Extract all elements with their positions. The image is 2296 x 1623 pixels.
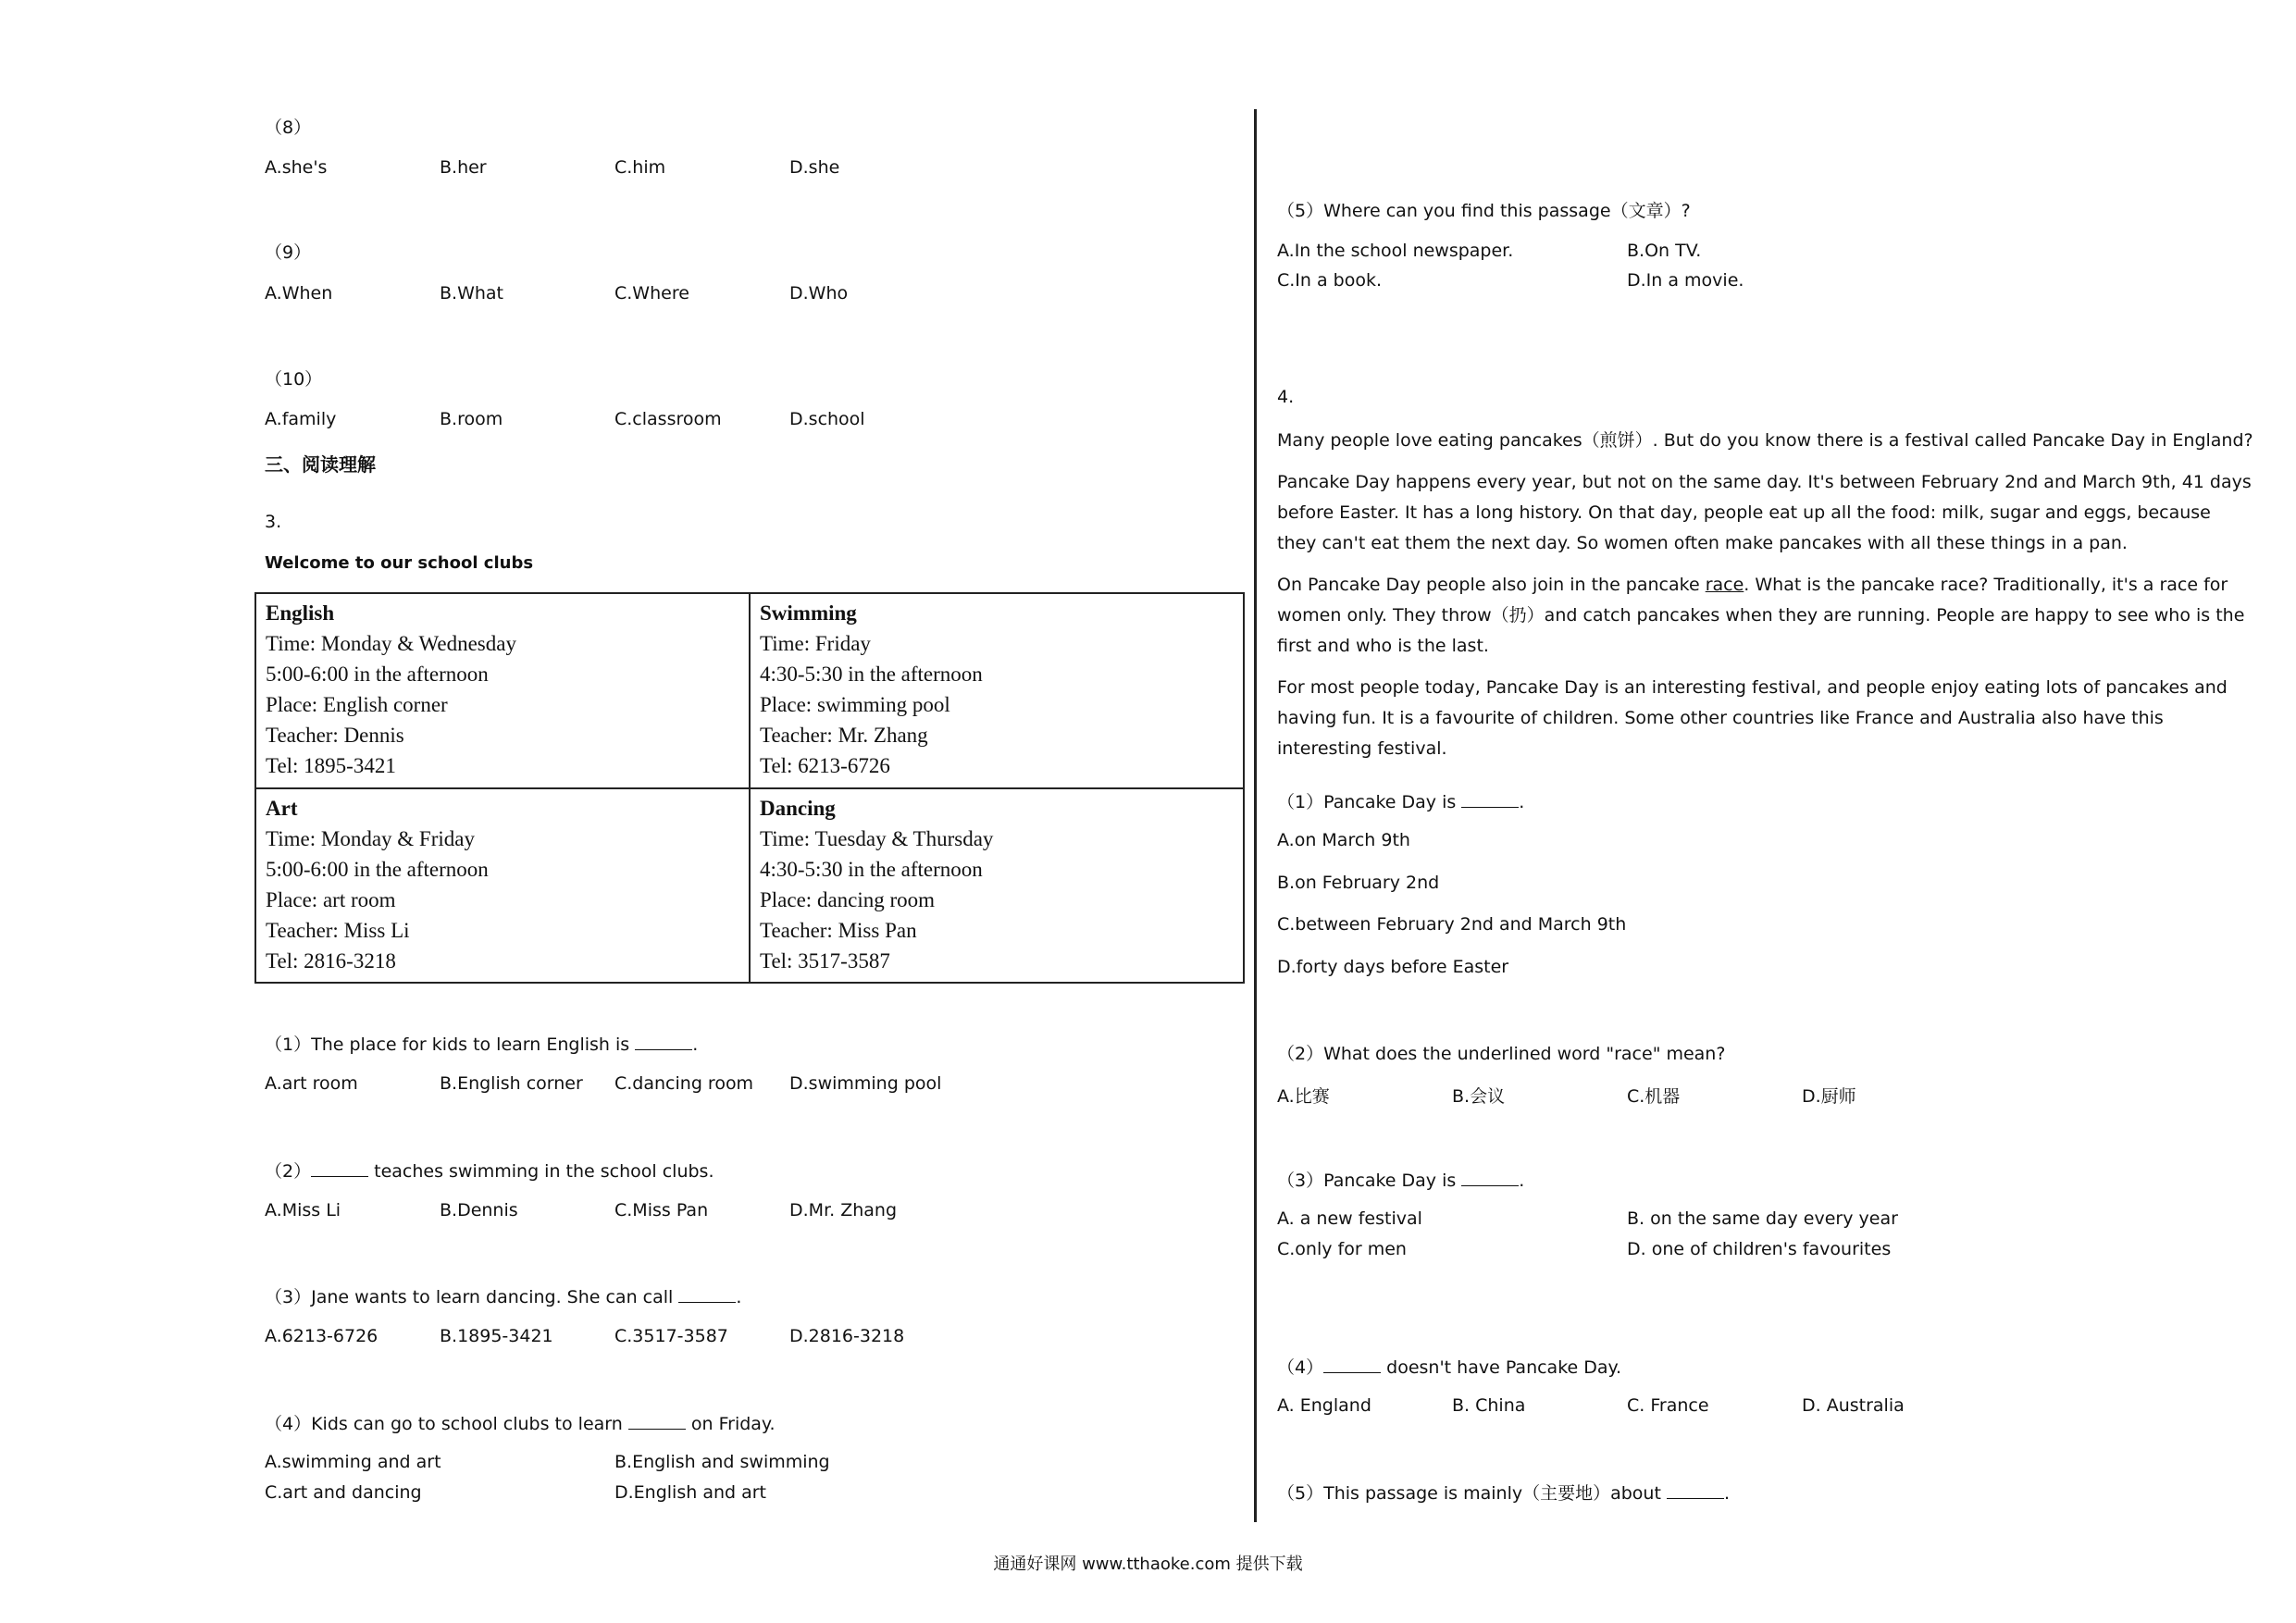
question-text-end: . (1519, 1171, 1525, 1191)
right-question-1 (1277, 788, 1524, 813)
club-time: Time: Tuesday & Thursday (760, 826, 994, 850)
club-tel: Tel: 1895-3421 (266, 754, 396, 777)
option-a: A.she's (265, 157, 328, 178)
question-text-end: . (692, 1035, 699, 1055)
club-teacher: Teacher: Miss Li (266, 918, 410, 942)
answer-blank (1667, 1483, 1724, 1499)
club-name: Dancing (760, 796, 836, 820)
left-question-3 (265, 1283, 741, 1308)
club-tel: Tel: 2816-3218 (266, 948, 396, 973)
option-a: A.swimming and art (265, 1452, 441, 1472)
option-a: A.art room (265, 1073, 358, 1094)
option-a: A.on March 9th (1277, 830, 1410, 850)
club-place: Place: art room (266, 887, 396, 911)
option-b: B.English corner (440, 1073, 583, 1094)
answer-blank (678, 1287, 736, 1303)
club-place: Place: English corner (266, 693, 448, 716)
option-c: C.机器 (1627, 1086, 1681, 1107)
right-question-4 (1277, 1354, 1621, 1379)
option-a: A. England (1277, 1395, 1371, 1416)
section-title: 三、阅读理解 (265, 453, 376, 476)
option-c: C.In a book. (1277, 270, 1383, 291)
club-time: Time: Monday & Friday (266, 826, 475, 850)
item-number-3: 3. (265, 512, 282, 532)
option-d: D.Mr. Zhang (789, 1200, 898, 1220)
option-d: D.Who (789, 283, 849, 304)
question-text-end: doesn't have Pancake Day. (1381, 1357, 1622, 1378)
option-a: A.比赛 (1277, 1086, 1330, 1107)
option-a: A. a new festival (1277, 1208, 1422, 1229)
option-c: C.3517-3587 (614, 1326, 728, 1346)
option-c: C. France (1627, 1395, 1709, 1416)
club-cell-english (255, 593, 750, 788)
club-tel: Tel: 3517-3587 (760, 948, 890, 973)
club-cell-dancing (750, 788, 1244, 984)
paragraph-text: On Pancake Day people also join in the pancake (1277, 575, 1706, 595)
page-footer: 通通好课网 www.tthaoke.com 提供下载 (993, 1555, 1303, 1574)
answer-blank (1461, 1171, 1519, 1186)
option-d: D.English and art (614, 1482, 767, 1503)
option-d: D.厨师 (1802, 1086, 1856, 1107)
option-a: A.6213-6726 (265, 1326, 379, 1346)
club-hours: 5:00-6:00 in the afternoon (266, 857, 489, 881)
option-a: A.Miss Li (265, 1200, 341, 1220)
option-d: D.In a movie. (1627, 270, 1744, 291)
answer-blank (1323, 1357, 1381, 1373)
club-teacher: Teacher: Dennis (266, 724, 404, 747)
option-c: C.between February 2nd and March 9th (1277, 914, 1627, 935)
club-place: Place: swimming pool (760, 693, 950, 716)
option-b: B.English and swimming (614, 1452, 830, 1472)
club-teacher: Teacher: Mr. Zhang (760, 724, 928, 747)
club-name: Art (266, 796, 298, 820)
right-question-2: （2）What does the underlined word "race" mean? (1277, 1044, 1726, 1064)
option-a: A.In the school newspaper. (1277, 241, 1514, 261)
option-c: C.Miss Pan (614, 1200, 709, 1220)
question-text: （3）Jane wants to learn dancing. She can call (265, 1287, 679, 1307)
option-a: A.When (265, 283, 333, 304)
option-d: D.swimming pool (789, 1073, 942, 1094)
option-c: C.Where (614, 283, 689, 304)
left-question-2 (265, 1158, 714, 1183)
clubs-table (254, 592, 1245, 984)
answer-blank (311, 1161, 368, 1177)
left-question-1 (265, 1031, 698, 1056)
paragraph-text: . What is the pancake race? Traditionally, it's a race for women only. They throw（扔）and catch pancakes when they are running. People are happy to see who is the first and who is the last. (1277, 575, 2245, 656)
option-d: D. Australia (1802, 1395, 1905, 1416)
option-c: C.only for men (1277, 1239, 1407, 1259)
question-8-number: （8） (265, 118, 312, 138)
club-cell-art (255, 788, 750, 984)
question-text-end: . (736, 1287, 742, 1307)
option-b: B.会议 (1452, 1086, 1506, 1107)
question-9-number: （9） (265, 242, 312, 263)
item-number-4: 4. (1277, 387, 1295, 407)
question-text: （1）Pancake Day is (1277, 792, 1462, 812)
question-text: （5）This passage is mainly（主要地）about (1277, 1483, 1667, 1504)
option-d: D.forty days before Easter (1277, 957, 1509, 977)
passage-paragraph-1: Many people love eating pancakes（煎饼）. But do you know there is a festival called Pancake Day in England? (1277, 430, 2253, 451)
option-b: B.on February 2nd (1277, 873, 1440, 893)
question-text-end: on Friday. (685, 1414, 776, 1434)
passage-paragraph-3 (1277, 570, 2253, 662)
club-cell-swimming (750, 593, 1244, 788)
club-name: English (266, 601, 335, 625)
option-d: D. one of children's favourites (1627, 1239, 1892, 1259)
option-d: D.school (789, 409, 865, 429)
option-b: B. China (1452, 1395, 1526, 1416)
clubs-title: Welcome to our school clubs (265, 553, 534, 573)
answer-blank (635, 1035, 692, 1050)
option-d: D.2816-3218 (789, 1326, 905, 1346)
prev-question-5: （5）Where can you find this passage（文章）? (1277, 201, 1691, 221)
question-text-end: teaches swimming in the school clubs. (368, 1161, 714, 1182)
club-hours: 5:00-6:00 in the afternoon (266, 663, 489, 686)
column-divider (1254, 109, 1257, 1522)
question-text: （3）Pancake Day is (1277, 1171, 1462, 1191)
club-hours: 4:30-5:30 in the afternoon (760, 663, 983, 686)
club-tel: Tel: 6213-6726 (760, 754, 890, 777)
option-b: B.room (440, 409, 503, 429)
answer-blank (1461, 792, 1519, 808)
question-text: （4） (1277, 1357, 1324, 1378)
answer-blank (628, 1414, 686, 1430)
passage-paragraph-4: For most people today, Pancake Day is an interesting festival, and people enjoy eating lots of pancakes and having fun. It is a favourite of children. Some other countries like France and Australia also have this interesting festival. (1277, 677, 2228, 759)
right-question-3 (1277, 1167, 1524, 1192)
left-question-4 (265, 1410, 776, 1435)
option-c: C.dancing room (614, 1073, 754, 1094)
club-hours: 4:30-5:30 in the afternoon (760, 857, 983, 881)
option-b: B.What (440, 283, 503, 304)
question-text: （4）Kids can go to school clubs to learn (265, 1414, 628, 1434)
option-c: C.him (614, 157, 666, 178)
right-question-5 (1277, 1480, 1730, 1505)
question-text: （1）The place for kids to learn English is (265, 1035, 636, 1055)
option-b: B.her (440, 157, 487, 178)
question-10-number: （10） (265, 369, 323, 390)
option-d: D.she (789, 157, 840, 178)
option-b: B.Dennis (440, 1200, 518, 1220)
club-teacher: Teacher: Miss Pan (760, 918, 917, 942)
option-b: B.1895-3421 (440, 1326, 553, 1346)
option-c: C.classroom (614, 409, 722, 429)
club-time: Time: Friday (760, 632, 871, 655)
option-a: A.family (265, 409, 337, 429)
question-text-end: . (1723, 1483, 1731, 1504)
option-b: B. on the same day every year (1627, 1208, 1898, 1229)
underlined-word: race (1705, 575, 1744, 595)
question-text: （2） (265, 1161, 312, 1182)
question-text-end: . (1519, 792, 1525, 812)
passage-paragraph-2: Pancake Day happens every year, but not on the same day. It's between February 2nd and March 9th, 41 days before Easter. It has a long history. On that day, people eat up all the food: milk, sugar and eggs, because they can't eat them the next day. So women often make pancakes with all these things in a pan. (1277, 472, 2252, 553)
option-b: B.On TV. (1627, 241, 1702, 261)
club-time: Time: Monday & Wednesday (266, 632, 516, 655)
option-c: C.art and dancing (265, 1482, 422, 1503)
club-place: Place: dancing room (760, 887, 936, 911)
club-name: Swimming (760, 601, 857, 625)
